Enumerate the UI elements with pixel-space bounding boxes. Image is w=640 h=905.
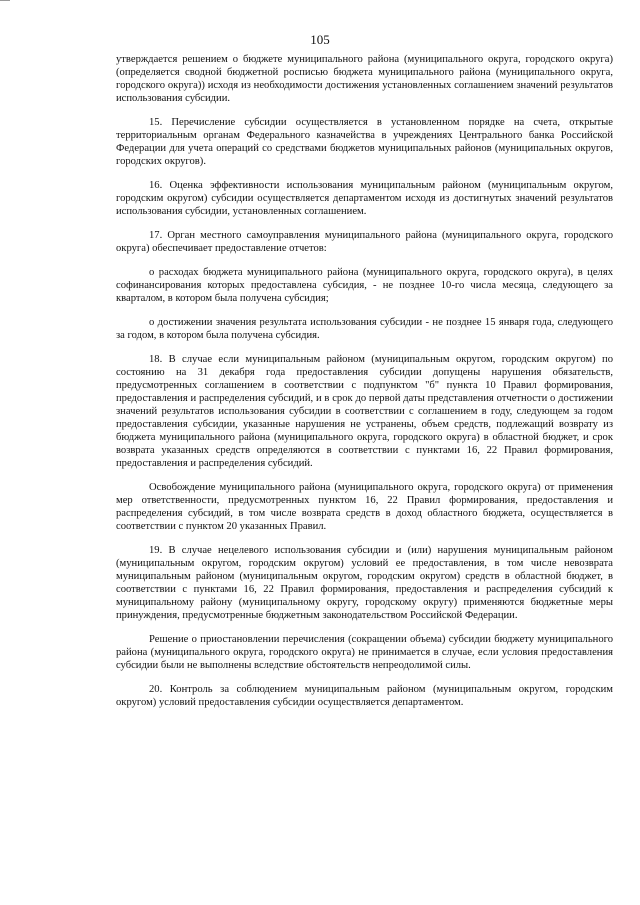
paragraph-continuation: утверждается решением о бюджете муниципального района (муниципального округа, городского округа) (определяется сводной бюджетной росписью бюджета муниципального района (муниципального округа, городского округа)) исходя из необходимости достижения установленных соглашением значений результатов использования субсидии. [116, 54, 613, 104]
paragraph-item-17-expenses: о расходах бюджета муниципального района (муниципального округа, городского округа), в целях софинансирования которых предоставлена субсидия, - не позднее 10-го числа месяца, следующего за кварталом, в котором была получена субсидия; [116, 267, 613, 304]
document-body [116, 53, 613, 709]
paragraph-item-18-exemption: Освобождение муниципального района (муниципального округа, городского округа) от применения мер ответственности, предусмотренных пунктом 16, 22 Правил формирования, предоставления и распределения субсидий, в том числе возврата средств в доход областного бюджета, осуществляется в соответствии с пунктом 20 указанных Правил. [116, 482, 613, 532]
scan-corner-mark [0, 0, 10, 4]
paragraph-item-19-decision: Решение о приостановлении перечисления (сокращении объема) субсидии бюджету муниципального района (муниципального округа, городского округа) не принимается в случае, если условия предоставления субсидии были не выполнены вследствие обстоятельств непреодолимой силы. [116, 634, 613, 671]
paragraph-item-19: 19. В случае нецелевого использования субсидии и (или) нарушения муниципальным районом (муниципальным округом, городским округом) условий ее предоставления, в том числе невозврата муниципальным районом (муниципальным округом, городским округом) средств в областной бюджет, в соответствии с пунктами 16, 22 Правил формирования, предоставления и распределения субсидий к муниципальному району (муниципальному округу, городскому округу) применяются бюджетные меры принуждения, предусмотренные бюджетным законодательством Российской Федерации. [116, 545, 613, 621]
paragraph-item-18: 18. В случае если муниципальным районом (муниципальным округом, городским округом) по состоянию на 31 декабря года предоставления субсидии допущены нарушения обязательств, предусмотренных соглашением в соответствии с подпунктом "б" пункта 10 Правил формирования, предоставления и распределения субсидий, и в срок до первой даты представления отчетности о достижении значений результатов использования субсидии в соответствии с соглашением в году, следующем за годом предоставления субсидии, указанные нарушения не устранены, объем средств, подлежащий возврату из бюджета муниципального района (муниципального округа, городского округа) в областной бюджет, и срок возврата указанных средств определяются в соответствии с пунктами 16, 22 Правил формирования, предоставления и распределения субсидий. [116, 354, 613, 469]
paragraph-item-16: 16. Оценка эффективности использования муниципальным районом (муниципальным округом, городским округом) субсидии осуществляется департаментом исходя из достигнутых значений результатов использования субсидии, установленных соглашением. [116, 180, 613, 217]
paragraph-item-15: 15. Перечисление субсидии осуществляется в установленном порядке на счета, открытые территориальным органам Федерального казначейства в учреждениях Центрального банка Российской Федерации для учета операций со средствами бюджетов муниципальных районов (муниципальных округов, городских округов). [116, 117, 613, 167]
paragraph-item-17-results: о достижении значения результата использования субсидии - не позднее 15 января года, следующего за годом, в котором была получена субсидия. [116, 317, 613, 341]
paragraph-item-20: 20. Контроль за соблюдением муниципальным районом (муниципальным округом, городским округом) условий предоставления субсидии осуществляется департаментом. [116, 684, 613, 708]
page-number: 105 [310, 32, 330, 47]
paragraph-item-17: 17. Орган местного самоуправления муниципального района (муниципального округа, городского округа) обеспечивает предоставление отчетов: [116, 230, 613, 254]
